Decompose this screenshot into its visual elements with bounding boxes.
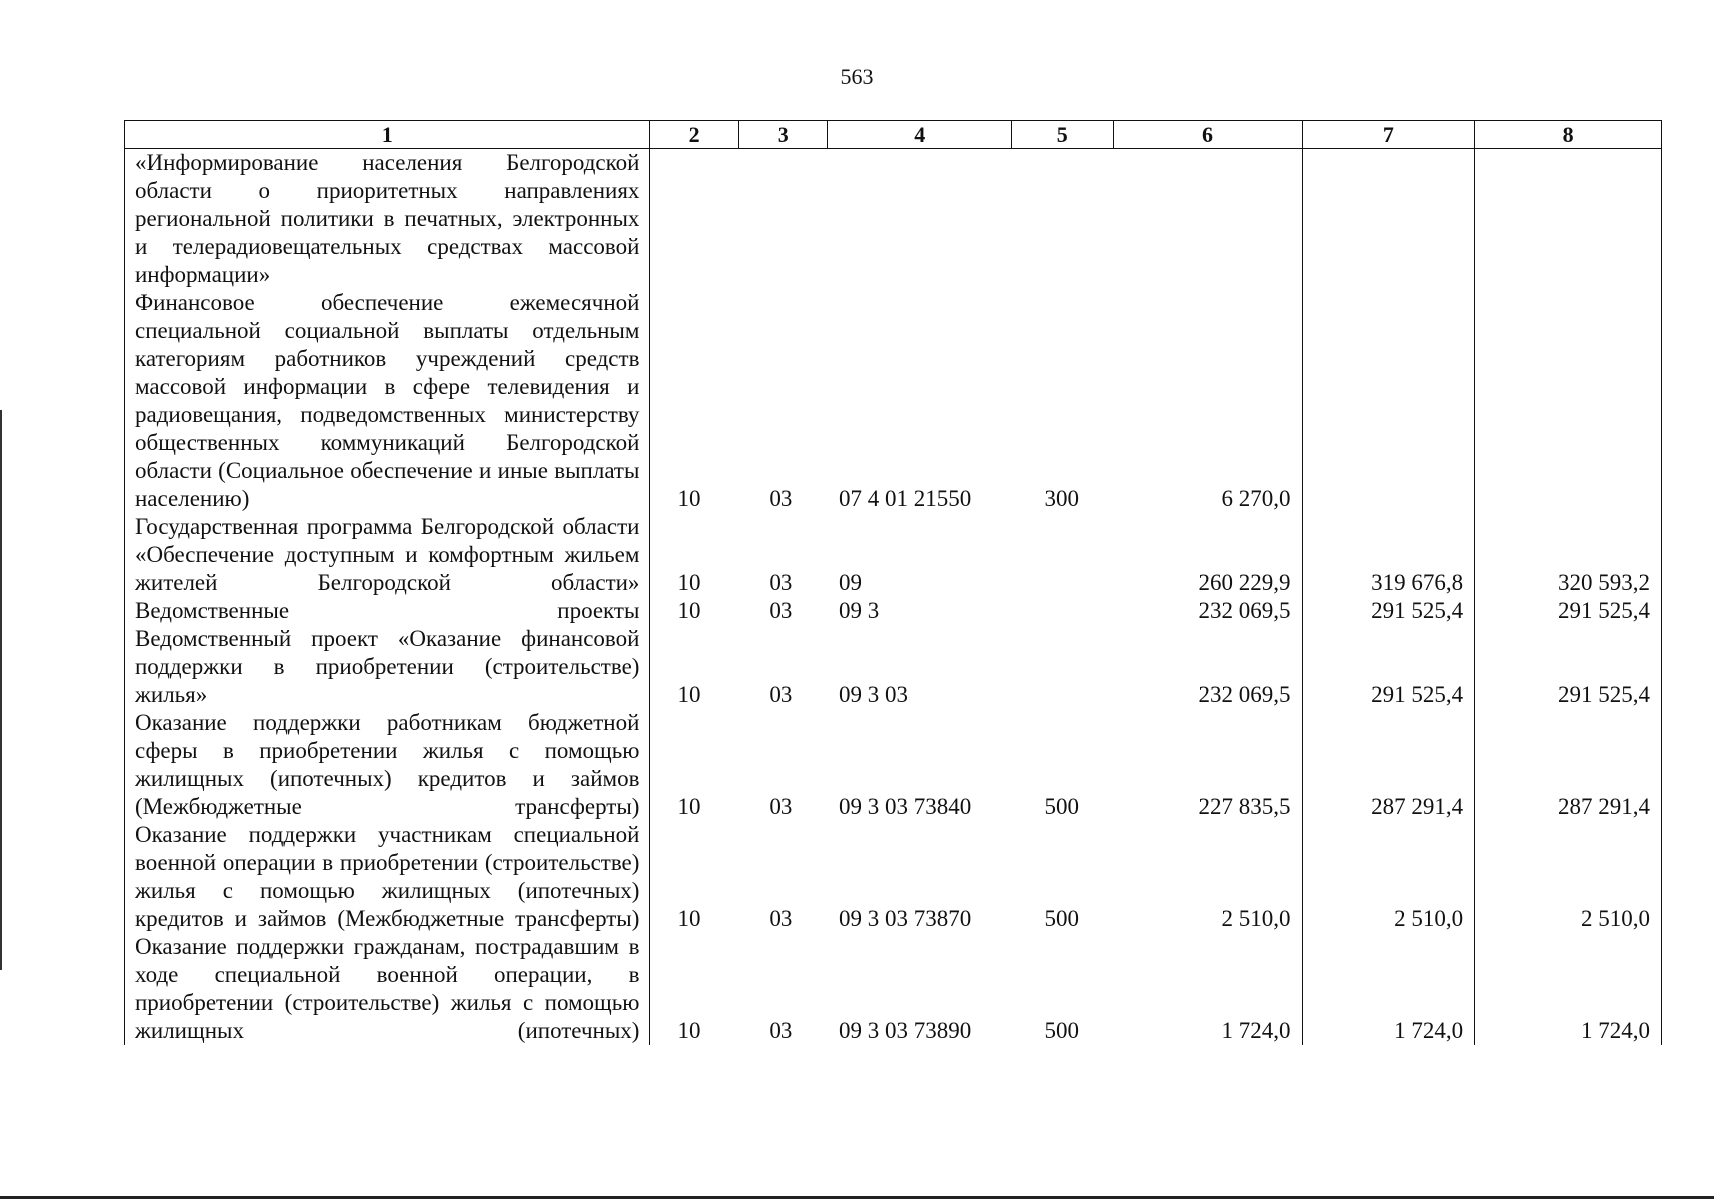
row-name: Оказание поддержки участникам специальной военной операции в приобретении (строительстве) жилья с помощью жилищных (ипотечных) кредитов и займов (Межбюджетные трансферты) [125,821,650,933]
row-sum-2: 287 291,4 [1302,709,1475,821]
row-target: 09 3 03 73890 [838,1018,972,1043]
budget-table [124,120,1662,1045]
row-subsection: 03 [769,570,793,595]
row-sum-3: 2 510,0 [1475,821,1662,933]
row-subsection: 03 [769,682,793,707]
row-expense-type [1011,625,1113,709]
row-expense-type: 500 [1044,1018,1079,1043]
row-sum-3: 320 593,2 [1475,513,1662,597]
row-target: 09 3 03 [838,682,908,707]
table-row [125,821,1662,933]
row-target: 09 3 03 73870 [838,906,972,931]
row-sum-1: 227 835,5 [1113,709,1302,821]
row-sum-2 [1302,149,1475,290]
row-subsection [738,149,828,290]
header-col-sum-2: 7 [1302,121,1475,149]
header-col-name: 1 [125,121,650,149]
row-sum-1: 232 069,5 [1113,625,1302,709]
row-target [828,149,1012,290]
scan-edge-left [0,410,2,970]
row-sum-1 [1113,149,1302,290]
row-subsection: 03 [769,794,793,819]
row-name: Государственная программа Белгородской области «Обеспечение доступным и комфортным жильем жителей Белгородской области» [125,513,650,597]
row-expense-type [1011,149,1113,290]
row-section: 10 [677,598,701,623]
row-section: 10 [677,1018,701,1043]
table-row [125,933,1662,1045]
table-row [125,625,1662,709]
row-subsection: 03 [769,906,793,931]
row-sum-1: 260 229,9 [1113,513,1302,597]
row-name: «Информирование населения Белгородской области о приоритетных направлениях региональной политики в печатных, электронных и телерадиовещательных средствах массовой информации» [125,149,650,290]
header-row [125,121,1662,149]
row-sum-3 [1475,289,1662,513]
table-row [125,289,1662,513]
header-col-sum-3: 8 [1475,121,1662,149]
row-target: 09 [838,570,862,595]
row-sum-3: 1 724,0 [1475,933,1662,1045]
header-col-subsection: 3 [738,121,828,149]
row-sum-2: 319 676,8 [1302,513,1475,597]
row-expense-type [1011,513,1113,597]
row-sum-3: 291 525,4 [1475,625,1662,709]
header-col-target: 4 [828,121,1012,149]
row-expense-type: 500 [1044,794,1079,819]
row-expense-type: 300 [1044,486,1079,511]
page-number: 563 [840,64,874,89]
row-section: 10 [677,794,701,819]
row-sum-2 [1302,289,1475,513]
row-section: 10 [677,906,701,931]
row-name: Оказание поддержки работникам бюджетной сферы в приобретении жилья с помощью жилищных (ипотечных) кредитов и займов (Межбюджетные трансферты) [125,709,650,821]
table-row [125,597,1662,625]
row-sum-2: 291 525,4 [1302,625,1475,709]
table-row [125,149,1662,290]
row-target: 07 4 01 21550 [838,486,972,511]
table-body [125,149,1662,1046]
row-sum-2: 291 525,4 [1302,597,1475,625]
row-subsection: 03 [769,598,793,623]
table-row [125,709,1662,821]
row-subsection: 03 [769,1018,793,1043]
row-section: 10 [677,682,701,707]
row-sum-3 [1475,149,1662,290]
row-target: 09 3 [838,598,880,623]
row-sum-1: 6 270,0 [1113,289,1302,513]
row-sum-1: 232 069,5 [1113,597,1302,625]
row-sum-2: 1 724,0 [1302,933,1475,1045]
row-sum-3: 291 525,4 [1475,597,1662,625]
row-expense-type [1011,597,1113,625]
header-col-expense-type: 5 [1011,121,1113,149]
row-name: Оказание поддержки гражданам, пострадавшим в ходе специальной военной операции, в приобретении (строительстве) жилья с помощью жилищных (ипотечных) [125,933,650,1045]
scan-edge-bottom [0,1196,1714,1199]
row-section: 10 [677,570,701,595]
row-sum-1: 2 510,0 [1113,821,1302,933]
row-name: Ведомственный проект «Оказание финансовой поддержки в приобретении (строительстве) жилья» [125,625,650,709]
row-subsection: 03 [769,486,793,511]
header-col-sum-1: 6 [1113,121,1302,149]
row-sum-1: 1 724,0 [1113,933,1302,1045]
row-sum-3: 287 291,4 [1475,709,1662,821]
row-section: 10 [677,486,701,511]
row-name: Финансовое обеспечение ежемесячной специальной социальной выплаты отдельным категориям работников учреждений средств массовой информации в сфере телевидения и радиовещания, подведомственных министерству общественных коммуникаций Белгородской области (Социальное обеспечение и иные выплаты населению) [125,289,650,513]
header-col-section: 2 [650,121,738,149]
row-sum-2: 2 510,0 [1302,821,1475,933]
row-section [650,149,738,290]
row-expense-type: 500 [1044,906,1079,931]
table-row [125,513,1662,597]
table-header [125,121,1662,149]
row-name: Ведомственные проекты [125,597,650,625]
row-target: 09 3 03 73840 [838,794,972,819]
